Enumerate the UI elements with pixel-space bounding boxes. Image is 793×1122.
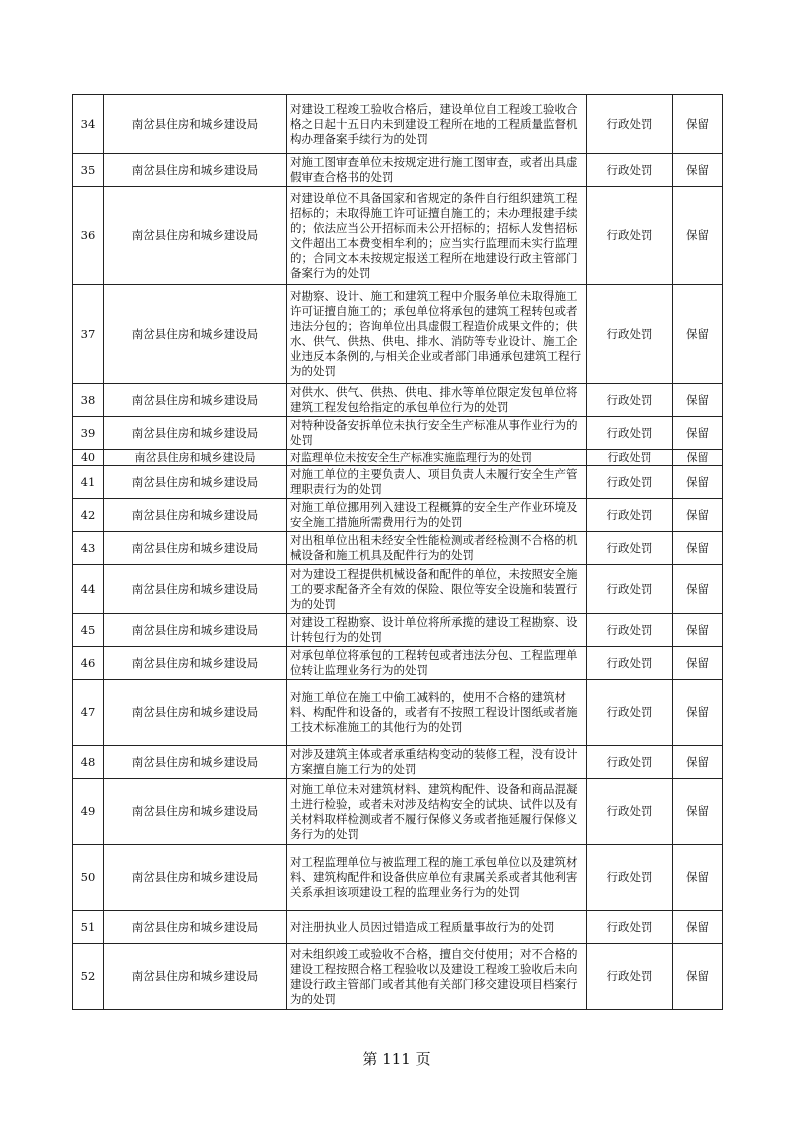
department-cell: 南岔县住房和城乡建设局 — [104, 746, 287, 779]
status-cell: 保留 — [673, 154, 723, 187]
status-cell: 保留 — [673, 450, 723, 466]
row-number: 45 — [73, 614, 104, 647]
power-list-table — [72, 94, 723, 1010]
table-row — [73, 417, 723, 450]
power-type-cell: 行政处罚 — [587, 845, 673, 911]
department-cell: 南岔县住房和城乡建设局 — [104, 285, 287, 384]
table-row — [73, 944, 723, 1010]
power-type-cell: 行政处罚 — [587, 499, 673, 532]
row-number: 51 — [73, 911, 104, 944]
matter-cell: 对出租单位出租未经安全性能检测或者经检测不合格的机械设备和施工机具及配件行为的处罚 — [287, 532, 587, 565]
matter-cell: 对监理单位未按安全生产标准实施监理行为的处罚 — [287, 450, 587, 466]
matter-cell: 对勘察、设计、施工和建筑工程中介服务单位未取得施工许可证擅自施工的；承包单位将承包的建筑工程转包或者违法分包的；咨询单位出具虚假工程造价成果文件的；供水、供气、供热、供电、排水、消防等专业设计、施工企业违反本条例的,与相关企业或者部门串通承包建筑工程行为的处罚 — [287, 285, 587, 384]
row-number: 49 — [73, 779, 104, 845]
row-number: 43 — [73, 532, 104, 565]
department-cell: 南岔县住房和城乡建设局 — [104, 417, 287, 450]
row-number: 50 — [73, 845, 104, 911]
power-type-cell: 行政处罚 — [587, 614, 673, 647]
department-cell: 南岔县住房和城乡建设局 — [104, 614, 287, 647]
row-number: 41 — [73, 466, 104, 499]
row-number: 39 — [73, 417, 104, 450]
status-cell: 保留 — [673, 499, 723, 532]
power-type-cell: 行政处罚 — [587, 187, 673, 285]
table-row — [73, 614, 723, 647]
table-row — [73, 499, 723, 532]
table-row — [73, 95, 723, 154]
matter-cell: 对为建设工程提供机械设备和配件的单位，未按照安全施工的要求配备齐全有效的保险、限位等安全设施和装置行为的处罚 — [287, 565, 587, 614]
matter-cell: 对未组织竣工或验收不合格，擅自交付使用；对不合格的建设工程按照合格工程验收以及建设工程竣工验收后未向建设行政主管部门或者其他有关部门移交建设项目档案行为的处罚 — [287, 944, 587, 1010]
matter-cell: 对施工单位未对建筑材料、建筑构配件、设备和商品混凝土进行检验，或者未对涉及结构安全的试块、试件以及有关材料取样检测或者不履行保修义务或者拖延履行保修义务行为的处罚 — [287, 779, 587, 845]
department-cell: 南岔县住房和城乡建设局 — [104, 647, 287, 680]
row-number: 40 — [73, 450, 104, 466]
status-cell: 保留 — [673, 285, 723, 384]
table-row — [73, 450, 723, 466]
matter-cell: 对施工单位挪用列入建设工程概算的安全生产作业环境及安全施工措施所需费用行为的处罚 — [287, 499, 587, 532]
department-cell: 南岔县住房和城乡建设局 — [104, 154, 287, 187]
power-type-cell: 行政处罚 — [587, 944, 673, 1010]
status-cell: 保留 — [673, 614, 723, 647]
status-cell: 保留 — [673, 944, 723, 1010]
power-type-cell: 行政处罚 — [587, 532, 673, 565]
status-cell: 保留 — [673, 680, 723, 746]
table-row — [73, 384, 723, 417]
status-cell: 保留 — [673, 384, 723, 417]
matter-cell: 对建设单位不具备国家和省规定的条件自行组织建筑工程招标的；未取得施工许可证擅自施工的；未办理报建手续的；依法应当公开招标而未公开招标的；招标人发售招标文件超出工本费变相牟利的；应当实行监理而未实行监理的；合同文本未按规定报送工程所在地建设行政主管部门备案行为的处罚 — [287, 187, 587, 285]
row-number: 34 — [73, 95, 104, 154]
power-type-cell: 行政处罚 — [587, 384, 673, 417]
matter-cell: 对涉及建筑主体或者承重结构变动的装修工程，没有设计方案擅自施工行为的处罚 — [287, 746, 587, 779]
department-cell: 南岔县住房和城乡建设局 — [104, 95, 287, 154]
matter-cell: 对建设工程勘察、设计单位将所承揽的建设工程勘察、设计转包行为的处罚 — [287, 614, 587, 647]
matter-cell: 对施工单位的主要负责人、项目负责人未履行安全生产管理职责行为的处罚 — [287, 466, 587, 499]
power-type-cell: 行政处罚 — [587, 779, 673, 845]
matter-cell: 对注册执业人员因过错造成工程质量事故行为的处罚 — [287, 911, 587, 944]
power-type-cell: 行政处罚 — [587, 95, 673, 154]
department-cell: 南岔县住房和城乡建设局 — [104, 532, 287, 565]
matter-cell: 对供水、供气、供热、供电、排水等单位限定发包单位将建筑工程发包给指定的承包单位行为的处罚 — [287, 384, 587, 417]
matter-cell: 对工程监理单位与被监理工程的施工承包单位以及建筑材料、建筑构配件和设备供应单位有隶属关系或者其他利害关系承担该项建设工程的监理业务行为的处罚 — [287, 845, 587, 911]
status-cell: 保留 — [673, 746, 723, 779]
table-row — [73, 285, 723, 384]
matter-cell: 对特种设备安拆单位未执行安全生产标准从事作业行为的处罚 — [287, 417, 587, 450]
power-type-cell: 行政处罚 — [587, 746, 673, 779]
row-number: 44 — [73, 565, 104, 614]
department-cell: 南岔县住房和城乡建设局 — [104, 944, 287, 1010]
department-cell: 南岔县住房和城乡建设局 — [104, 911, 287, 944]
department-cell: 南岔县住房和城乡建设局 — [104, 680, 287, 746]
department-cell: 南岔县住房和城乡建设局 — [104, 450, 287, 466]
matter-cell: 对施工图审查单位未按规定进行施工图审查，或者出具虚假审查合格书的处罚 — [287, 154, 587, 187]
power-type-cell: 行政处罚 — [587, 417, 673, 450]
power-type-cell: 行政处罚 — [587, 285, 673, 384]
status-cell: 保留 — [673, 95, 723, 154]
department-cell: 南岔县住房和城乡建设局 — [104, 187, 287, 285]
department-cell: 南岔县住房和城乡建设局 — [104, 499, 287, 532]
status-cell: 保留 — [673, 565, 723, 614]
department-cell: 南岔县住房和城乡建设局 — [104, 384, 287, 417]
page-number: 第 111 页 — [362, 1050, 431, 1068]
table-row — [73, 845, 723, 911]
table-body — [73, 95, 723, 1010]
table-row — [73, 680, 723, 746]
table-row — [73, 647, 723, 680]
table-row — [73, 746, 723, 779]
status-cell: 保留 — [673, 466, 723, 499]
table-row — [73, 466, 723, 499]
power-type-cell: 行政处罚 — [587, 565, 673, 614]
power-type-cell: 行政处罚 — [587, 154, 673, 187]
row-number: 38 — [73, 384, 104, 417]
table-row — [73, 154, 723, 187]
table-row — [73, 779, 723, 845]
status-cell: 保留 — [673, 417, 723, 450]
row-number: 42 — [73, 499, 104, 532]
row-number: 35 — [73, 154, 104, 187]
table-row — [73, 187, 723, 285]
department-cell: 南岔县住房和城乡建设局 — [104, 565, 287, 614]
status-cell: 保留 — [673, 647, 723, 680]
power-type-cell: 行政处罚 — [587, 466, 673, 499]
power-type-cell: 行政处罚 — [587, 450, 673, 466]
matter-cell: 对施工单位在施工中偷工减料的，使用不合格的建筑材料、构配件和设备的，或者有不按照工程设计图纸或者施工技术标准施工的其他行为的处罚 — [287, 680, 587, 746]
power-type-cell: 行政处罚 — [587, 911, 673, 944]
status-cell: 保留 — [673, 911, 723, 944]
power-type-cell: 行政处罚 — [587, 647, 673, 680]
row-number: 48 — [73, 746, 104, 779]
row-number: 52 — [73, 944, 104, 1010]
row-number: 46 — [73, 647, 104, 680]
table-row — [73, 565, 723, 614]
row-number: 37 — [73, 285, 104, 384]
row-number: 36 — [73, 187, 104, 285]
status-cell: 保留 — [673, 532, 723, 565]
power-type-cell: 行政处罚 — [587, 680, 673, 746]
table-row — [73, 532, 723, 565]
matter-cell: 对建设工程竣工验收合格后，建设单位自工程竣工验收合格之日起十五日内未到建设工程所在地的工程质量监督机构办理备案手续行为的处罚 — [287, 95, 587, 154]
matter-cell: 对承包单位将承包的工程转包或者违法分包、工程监理单位转让监理业务行为的处罚 — [287, 647, 587, 680]
row-number: 47 — [73, 680, 104, 746]
department-cell: 南岔县住房和城乡建设局 — [104, 845, 287, 911]
department-cell: 南岔县住房和城乡建设局 — [104, 466, 287, 499]
status-cell: 保留 — [673, 779, 723, 845]
table-row — [73, 911, 723, 944]
department-cell: 南岔县住房和城乡建设局 — [104, 779, 287, 845]
status-cell: 保留 — [673, 845, 723, 911]
status-cell: 保留 — [673, 187, 723, 285]
